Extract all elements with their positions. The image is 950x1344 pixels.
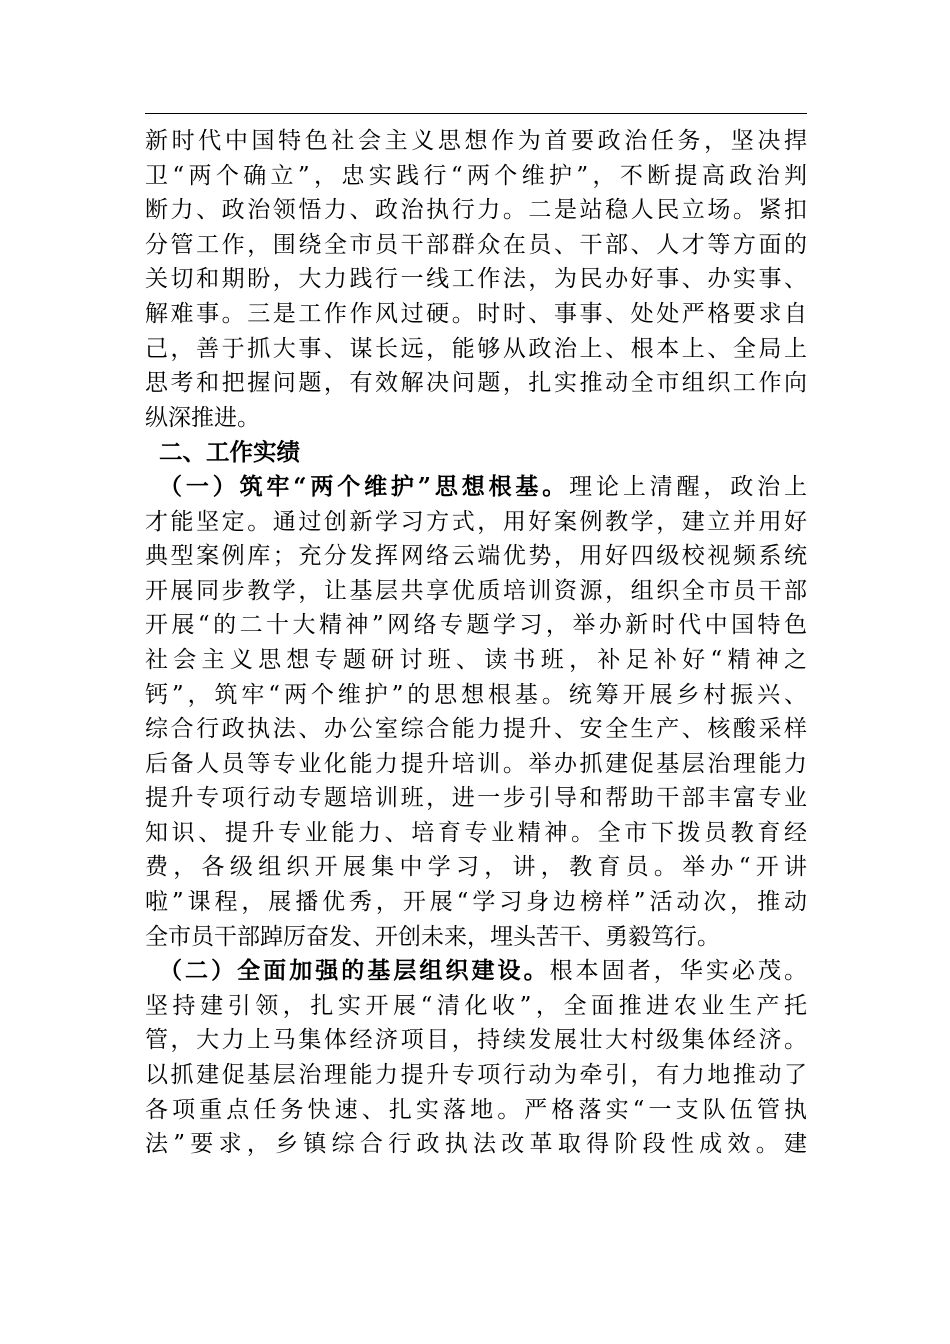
text-line: 全市员干部踔厉奋发、开创未来，埋头苦干、勇毅笃行。 <box>145 923 720 950</box>
text-line: 断力、政治领悟力、政治执行力。二是站稳人民立场。紧扣 <box>145 197 807 224</box>
text-line: 分管工作，围绕全市员干部群众在员、干部、人才等方面的 <box>145 231 807 258</box>
text-line: 知识、提升专业能力、培育专业精神。全市下拨员教育经 <box>145 819 807 846</box>
paragraph-text: 根本固者，华实必茂。 <box>549 958 807 985</box>
text-line: 关切和期盼，大力践行一线工作法，为民办好事、办实事、 <box>145 266 807 293</box>
paragraph-first-line <box>145 470 807 505</box>
paragraph-title: （一）筑牢“两个维护”思想根基。 <box>159 472 570 500</box>
paragraph-first-line <box>145 954 807 989</box>
text-line: 啦”课程，展播优秀，开展“学习身边榜样”活动次，推动 <box>145 889 807 916</box>
text-line: 解难事。三是工作作风过硬。时时、事事、处处严格要求自 <box>145 300 807 327</box>
text-line: 开展同步教学，让基层共享优质培训资源，组织全市员干部 <box>145 577 807 604</box>
document-body <box>145 124 807 1162</box>
text-line: 典型案例库；充分发挥网络云端优势，用好四级校视频系统 <box>145 543 807 570</box>
text-line: 法”要求，乡镇综合行政执法改革取得阶段性成效。建 <box>145 1131 807 1158</box>
text-line: 开展“的二十大精神”网络专题学习，举办新时代中国特色 <box>145 612 807 639</box>
text-line: 才能坚定。通过创新学习方式，用好案例教学，建立并用好 <box>145 508 807 535</box>
text-line: 纵深推进。 <box>145 404 260 431</box>
paragraph-title: （二）全面加强的基层组织建设。 <box>159 957 550 985</box>
text-line: 提升专项行动专题培训班，进一步引导和帮助干部丰富专业 <box>145 785 807 812</box>
text-line: 后备人员等专业化能力提升培训。举办抓建促基层治理能力 <box>145 750 807 777</box>
text-line: 思考和把握问题，有效解决问题，扎实推动全市组织工作向 <box>145 370 807 397</box>
text-line: 社会主义思想专题研讨班、读书班，补足补好“精神之 <box>145 646 807 673</box>
text-line: 管，大力上马集体经济项目，持续发展壮大村级集体经济。 <box>145 1027 807 1054</box>
text-line: 以抓建促基层治理能力提升专项行动为牵引，有力地推动了 <box>145 1062 807 1089</box>
text-line: 钙”，筑牢“两个维护”的思想根基。统筹开展乡村振兴、 <box>145 681 807 708</box>
text-line: 各项重点任务快速、扎实落地。严格落实“一支队伍管执 <box>145 1096 807 1123</box>
text-line: 新时代中国特色社会主义思想作为首要政治任务，坚决捍 <box>145 128 807 154</box>
text-line: 综合行政执法、办公室综合能力提升、安全生产、核酸采样 <box>145 716 807 743</box>
header-rule <box>145 113 807 114</box>
text-line: 坚持建引领，扎实开展“清化收”，全面推进农业生产托 <box>145 992 807 1019</box>
text-line: 己，善于抓大事、谋长远，能够从政治上、根本上、全局上 <box>145 335 807 362</box>
section-heading: 二、工作实绩 <box>159 438 300 467</box>
text-line: 卫“两个确立”，忠实践行“两个维护”，不断提高政治判 <box>145 162 807 189</box>
text-line: 费，各级组织开展集中学习，讲，教育员。举办“开讲 <box>145 854 807 881</box>
paragraph-text: 理论上清醒，政治上 <box>569 473 807 500</box>
